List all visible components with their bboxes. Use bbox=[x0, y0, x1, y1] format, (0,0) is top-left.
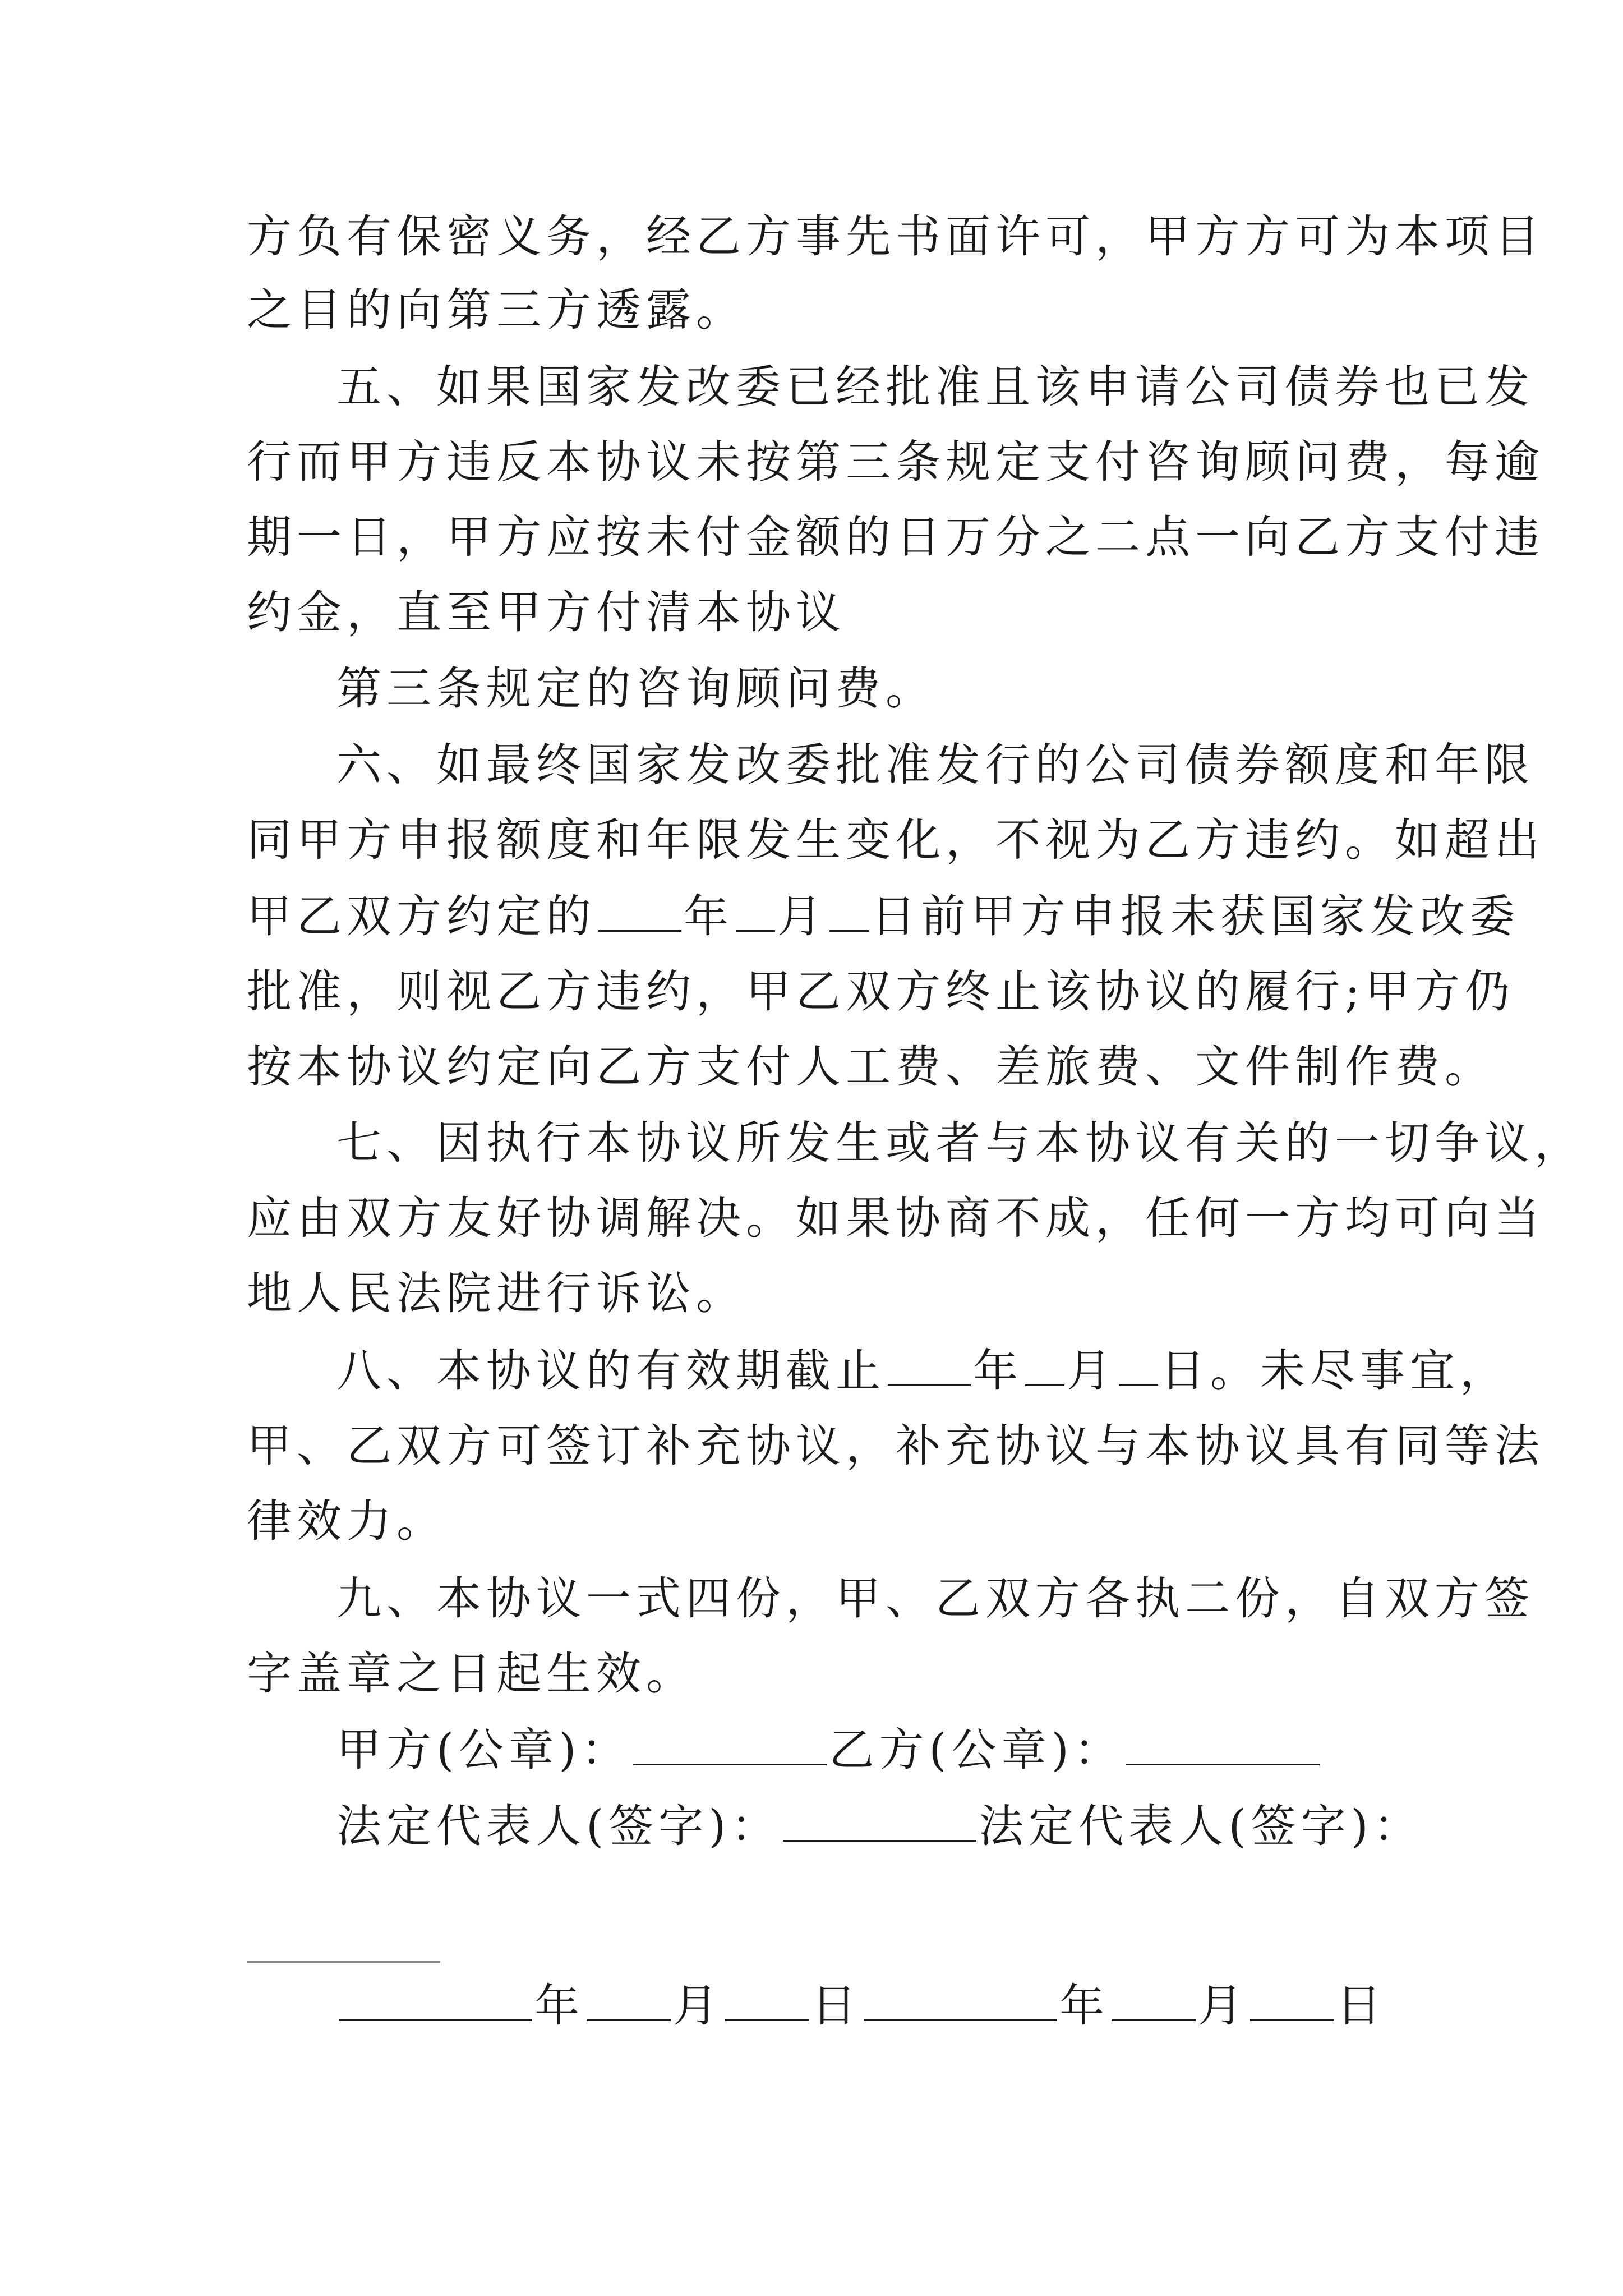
text-line: 行而甲方违反本协议未按第三条规定支付咨询顾问费，每逾 bbox=[247, 436, 1544, 488]
validity-line bbox=[336, 1343, 1510, 1399]
day-blank[interactable] bbox=[829, 891, 869, 932]
date-b-day-blank[interactable] bbox=[1250, 1980, 1334, 2021]
year-label: 年 bbox=[973, 1345, 1023, 1397]
date-a-month-blank[interactable] bbox=[587, 1980, 671, 2021]
signature-continuation-rule bbox=[247, 1961, 440, 1963]
seal-line bbox=[336, 1722, 1481, 1778]
year-blank[interactable] bbox=[598, 891, 681, 932]
month-blank[interactable] bbox=[736, 891, 775, 932]
text-line: 应由双方友好协调解决。如果协商不成，任何一方均可向当 bbox=[247, 1192, 1544, 1244]
date-b-month-blank[interactable] bbox=[1112, 1980, 1196, 2021]
validity-suffix: 日。未尽事宜， bbox=[1160, 1345, 1510, 1397]
date-a-day-blank[interactable] bbox=[725, 1980, 809, 2021]
text-line: 律效力。 bbox=[247, 1495, 446, 1547]
text-line: 五、如果国家发改委已经批准且该申请公司债券也已发 bbox=[336, 361, 1534, 413]
party-a-seal-label: 甲方(公章)： bbox=[336, 1724, 631, 1776]
rep-a-label: 法定代表人(签字)： bbox=[336, 1800, 781, 1852]
text-line: 同甲方申报额度和年限发生变化，不视为乙方违约。如超出 bbox=[247, 814, 1544, 866]
text-line: 地人民法院进行诉讼。 bbox=[247, 1267, 746, 1319]
date-a-year-blank[interactable] bbox=[339, 1980, 532, 2021]
signature-date-line bbox=[336, 1978, 1481, 2034]
year-blank[interactable] bbox=[888, 1345, 971, 1386]
year-label: 年 bbox=[1059, 1980, 1109, 2032]
deadline-suffix: 日前甲方申报未获国家发改委 bbox=[871, 890, 1520, 942]
rep-a-blank[interactable] bbox=[783, 1801, 976, 1842]
text-line: 甲、乙双方可签订补充协议，补充协议与本协议具有同等法 bbox=[247, 1420, 1544, 1472]
text-line: 九、本协议一式四份，甲、乙双方各执二份，自双方签 bbox=[336, 1572, 1534, 1625]
text-line: 方负有保密义务，经乙方事先书面许可，甲方方可为本项目 bbox=[247, 210, 1544, 263]
text-line: 按本协议约定向乙方支付人工费、差旅费、文件制作费。 bbox=[247, 1041, 1495, 1093]
party-b-seal-label: 乙方(公章)： bbox=[829, 1724, 1124, 1776]
month-blank[interactable] bbox=[1025, 1345, 1064, 1386]
month-label: 月 bbox=[1198, 1980, 1248, 2032]
month-label: 月 bbox=[673, 1980, 723, 2032]
party-b-seal-blank[interactable] bbox=[1126, 1724, 1320, 1765]
text-line: 六、如最终国家发改委批准发行的公司债券额度和年限 bbox=[336, 739, 1534, 791]
text-line: 约金，直至甲方付清本协议 bbox=[247, 586, 846, 638]
party-a-seal-blank[interactable] bbox=[633, 1724, 827, 1765]
text-line: 七、因执行本协议所发生或者与本协议有关的一切争议， bbox=[336, 1117, 1584, 1169]
text-line: 字盖章之日起生效。 bbox=[247, 1648, 696, 1700]
text-line: 之目的向第三方透露。 bbox=[247, 284, 746, 336]
date-b-year-blank[interactable] bbox=[864, 1980, 1057, 2021]
day-blank[interactable] bbox=[1119, 1345, 1158, 1386]
text-line: 期一日，甲方应按未付金额的日万分之二点一向乙方支付违 bbox=[247, 511, 1544, 563]
day-label: 日 bbox=[1336, 1980, 1386, 2032]
month-label: 月 bbox=[1067, 1345, 1117, 1397]
rep-b-label: 法定代表人(签字)： bbox=[979, 1800, 1423, 1852]
year-label: 年 bbox=[684, 890, 734, 942]
representative-line bbox=[336, 1798, 1481, 1855]
day-label: 日 bbox=[811, 1980, 861, 2032]
year-label: 年 bbox=[534, 1980, 584, 2032]
deadline-line bbox=[247, 889, 1520, 945]
month-label: 月 bbox=[777, 890, 827, 942]
text-line: 批准，则视乙方违约，甲乙双方终止该协议的履行;甲方仍 bbox=[247, 965, 1515, 1018]
text-line: 第三条规定的咨询顾问费。 bbox=[336, 662, 935, 715]
validity-prefix: 八、本协议的有效期截止 bbox=[336, 1345, 886, 1397]
deadline-prefix: 甲乙双方约定的 bbox=[247, 890, 596, 942]
